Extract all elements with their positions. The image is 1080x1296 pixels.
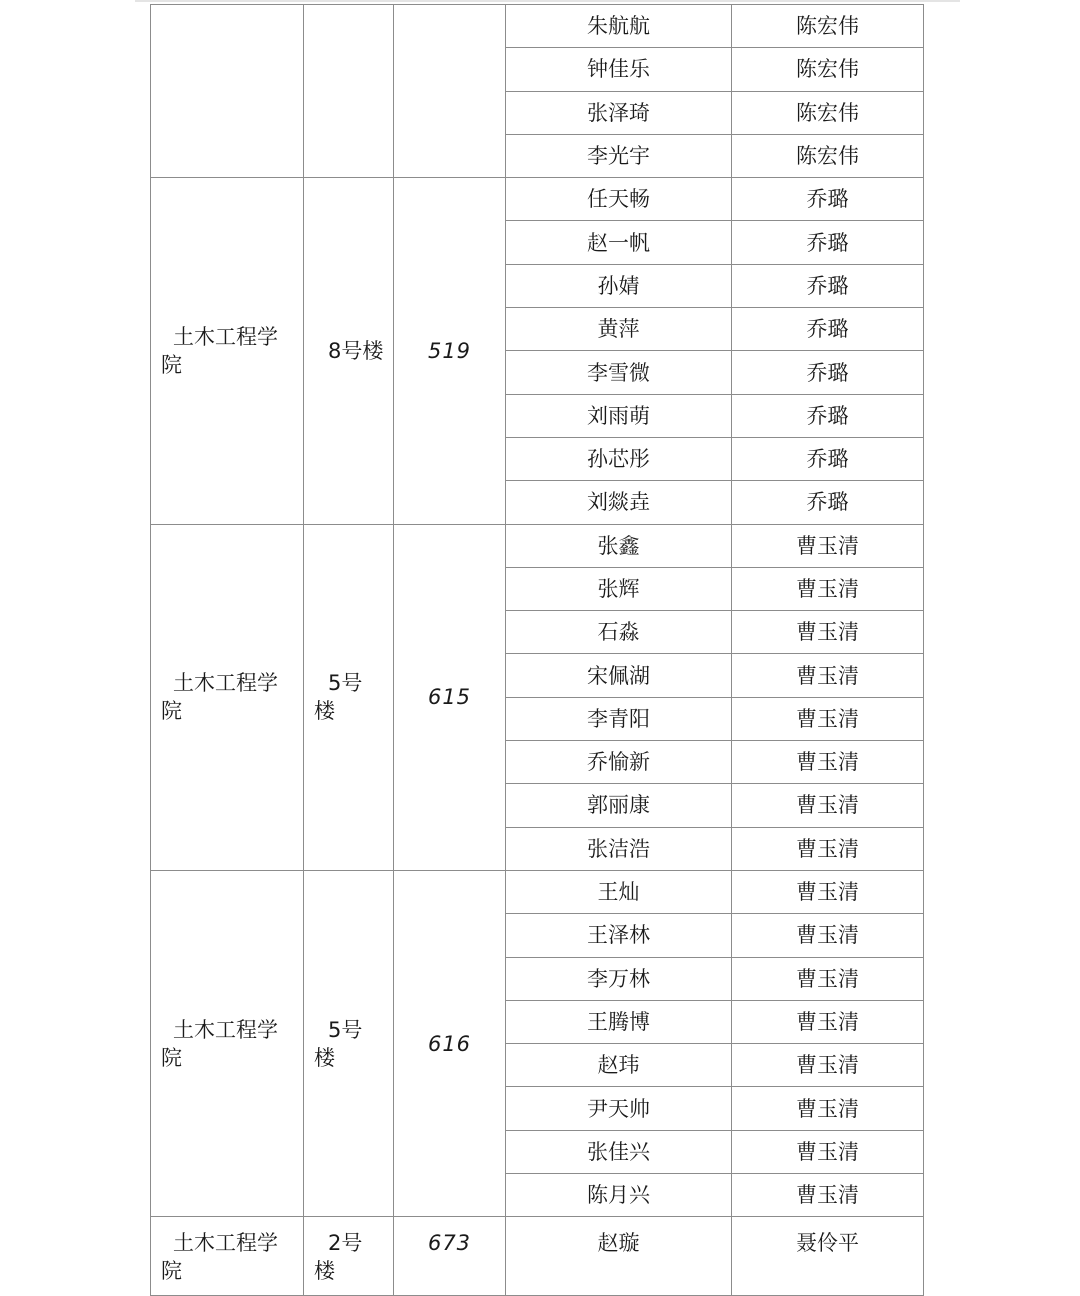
- teacher-name: 曹玉清: [732, 524, 924, 567]
- student-name: 张佳兴: [506, 1130, 732, 1173]
- college-cell: [151, 5, 304, 178]
- building-cell: [304, 524, 394, 870]
- building-line-2: 楼: [314, 699, 335, 724]
- college-line-2: 院: [161, 699, 182, 724]
- teacher-name: 乔璐: [732, 308, 924, 351]
- room-cell: 673: [394, 1217, 506, 1296]
- teacher-name: 聂伶平: [732, 1217, 924, 1296]
- table-row: [151, 1217, 924, 1296]
- building-line-1: 2号: [328, 1231, 363, 1256]
- teacher-name: 乔璐: [732, 437, 924, 480]
- student-name: 乔愉新: [506, 741, 732, 784]
- student-name: 李青阳: [506, 697, 732, 740]
- college-line-1: 土木工程学: [173, 1231, 278, 1256]
- teacher-name: 曹玉清: [732, 870, 924, 913]
- student-name: 李雪微: [506, 351, 732, 394]
- teacher-name: 曹玉清: [732, 697, 924, 740]
- student-name: 张辉: [506, 567, 732, 610]
- teacher-name: 乔璐: [732, 221, 924, 264]
- teacher-name: 曹玉清: [732, 957, 924, 1000]
- student-name: 刘燚垚: [506, 481, 732, 524]
- student-name: 王泽林: [506, 914, 732, 957]
- teacher-name: 曹玉清: [732, 567, 924, 610]
- teacher-name: 陈宏伟: [732, 48, 924, 91]
- building-cell: [304, 870, 394, 1216]
- student-name: 王灿: [506, 870, 732, 913]
- college-line-2: 院: [161, 1259, 182, 1284]
- room-cell: 616: [394, 870, 506, 1216]
- teacher-name: 乔璐: [732, 264, 924, 307]
- student-name: 张泽琦: [506, 91, 732, 134]
- table-row: [151, 178, 924, 221]
- room-cell: 615: [394, 524, 506, 870]
- table-row: [151, 524, 924, 567]
- college-line-1: 土木工程学: [173, 324, 278, 349]
- table-row: [151, 870, 924, 913]
- building-cell: [304, 5, 394, 178]
- college-cell: [151, 524, 304, 870]
- teacher-name: 曹玉清: [732, 1174, 924, 1217]
- student-name: 黄萍: [506, 308, 732, 351]
- teacher-name: 曹玉清: [732, 1087, 924, 1130]
- student-name: 刘雨萌: [506, 394, 732, 437]
- college-cell: [151, 178, 304, 524]
- college-line-1: 土木工程学: [173, 1017, 278, 1042]
- teacher-name: 陈宏伟: [732, 5, 924, 48]
- table-row: [151, 5, 924, 48]
- page-top-edge: [135, 0, 960, 2]
- teacher-name: 曹玉清: [732, 827, 924, 870]
- teacher-name: 曹玉清: [732, 741, 924, 784]
- teacher-name: 乔璐: [732, 351, 924, 394]
- teacher-name: 乔璐: [732, 394, 924, 437]
- student-name: 石淼: [506, 611, 732, 654]
- student-name: 陈月兴: [506, 1174, 732, 1217]
- room-cell: [394, 5, 506, 178]
- teacher-name: 曹玉清: [732, 784, 924, 827]
- teacher-name: 曹玉清: [732, 654, 924, 697]
- dormitory-table: [150, 4, 924, 1296]
- building-line-1: 5号: [328, 1017, 363, 1042]
- student-name: 任天畅: [506, 178, 732, 221]
- teacher-name: 乔璐: [732, 178, 924, 221]
- student-name: 朱航航: [506, 5, 732, 48]
- building-cell: 8号楼: [304, 178, 394, 524]
- student-name: 李万林: [506, 957, 732, 1000]
- student-name: 李光宇: [506, 134, 732, 177]
- teacher-name: 曹玉清: [732, 1000, 924, 1043]
- student-name: 孙芯彤: [506, 437, 732, 480]
- student-name: 郭丽康: [506, 784, 732, 827]
- college-line-1: 土木工程学: [173, 671, 278, 696]
- teacher-name: 乔璐: [732, 481, 924, 524]
- room-cell: 519: [394, 178, 506, 524]
- college-cell: [151, 1217, 304, 1296]
- student-name: 王腾博: [506, 1000, 732, 1043]
- building-line-2: 楼: [314, 1045, 335, 1070]
- teacher-name: 曹玉清: [732, 1044, 924, 1087]
- teacher-name: 曹玉清: [732, 611, 924, 654]
- college-line-2: 院: [161, 1045, 182, 1070]
- building-line-2: 楼: [314, 1259, 335, 1284]
- student-name: 张鑫: [506, 524, 732, 567]
- teacher-name: 曹玉清: [732, 914, 924, 957]
- teacher-name: 陈宏伟: [732, 134, 924, 177]
- student-name: 赵璇: [506, 1217, 732, 1296]
- student-name: 赵一帆: [506, 221, 732, 264]
- teacher-name: 陈宏伟: [732, 91, 924, 134]
- college-line-2: 院: [161, 352, 182, 377]
- student-name: 宋佩湖: [506, 654, 732, 697]
- student-name: 孙婧: [506, 264, 732, 307]
- student-name: 张洁浩: [506, 827, 732, 870]
- college-cell: [151, 870, 304, 1216]
- teacher-name: 曹玉清: [732, 1130, 924, 1173]
- student-name: 尹天帅: [506, 1087, 732, 1130]
- student-name: 钟佳乐: [506, 48, 732, 91]
- student-name: 赵玮: [506, 1044, 732, 1087]
- building-line-1: 5号: [328, 671, 363, 696]
- building-cell: [304, 1217, 394, 1296]
